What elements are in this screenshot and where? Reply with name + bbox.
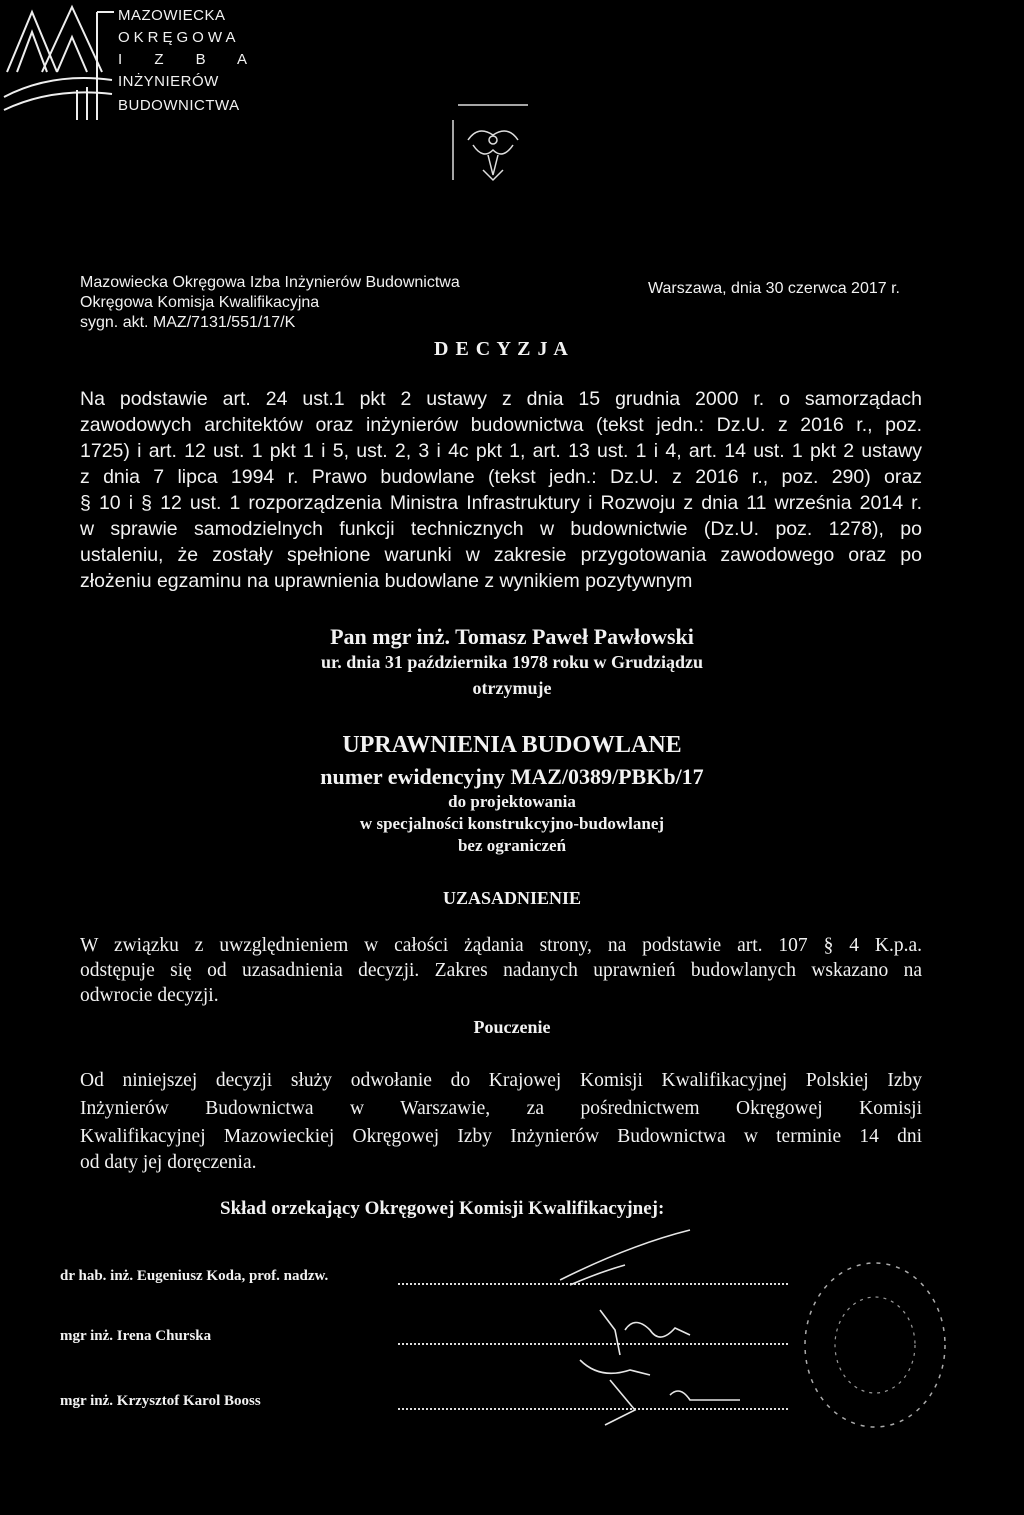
panel-heading: Skład orzekający Okręgowej Komisji Kwalifikacyjnej:: [220, 1198, 665, 1219]
logo-line-4: INŻYNIERÓW: [118, 73, 219, 90]
grant-title: UPRAWNIENIA BUDOWLANE: [342, 732, 682, 758]
grant-number: numer ewidencyjny MAZ/0389/PBKb/17: [320, 764, 704, 789]
recipient-receives: otrzymuje: [472, 678, 552, 698]
chamber-logo-icon: [2, 2, 114, 120]
eagle-emblem-icon: [448, 100, 538, 200]
handwritten-signatures-icon: [540, 1210, 800, 1440]
instruction-line: od daty jej doręczenia.: [80, 1152, 257, 1173]
decision-title: D E C Y Z J A: [434, 338, 569, 360]
commission-name: Okręgowa Komisja Kwalifikacyjna: [80, 294, 320, 311]
logo-line-5: BUDOWNICTWA: [118, 97, 240, 114]
recipient-name: Pan mgr inż. Tomasz Paweł Pawłowski: [330, 624, 694, 649]
legal-basis-line: § 10 i § 12 ust. 1 rozporządzenia Ministra Infrastruktury i Rozwoju z dnia 11 września 2014 r.: [80, 492, 922, 514]
instruction-heading: Pouczenie: [473, 1017, 551, 1037]
legal-basis-line: z dnia 7 lipca 1994 r. Prawo budowlane (tekst jedn.: Dz.U. z 2016 r., poz. 290) oraz: [80, 466, 922, 488]
justification-heading: UZASADNIENIE: [442, 888, 582, 908]
legal-basis-line: zawodowych architektów oraz inżynierów budownictwa (tekst jedn.: Dz.U. z 2016 r., poz.: [80, 414, 922, 436]
panel-member-1: dr hab. inż. Eugeniusz Koda, prof. nadzw.: [60, 1268, 329, 1284]
panel-member-3: mgr inż. Krzysztof Karol Booss: [60, 1393, 261, 1409]
grant-limits: bez ograniczeń: [457, 836, 567, 855]
justification-line: odstępuje się od uzasadnienia decyzji. Zakres nadanych uprawnień budowlanych wskazano na: [80, 960, 922, 981]
legal-basis-line: ustaleniu, że zostały spełnione warunki w zakresie przygotowania zawodowego oraz po: [80, 544, 922, 566]
recipient-birth: ur. dnia 31 października 1978 roku w Grudziądzu: [320, 652, 704, 672]
instruction-line: Od niniejszej decyzji służy odwołanie do Krajowej Komisji Kwalifikacyjnej Polskiej Izby: [80, 1070, 922, 1091]
legal-basis-line: Na podstawie art. 24 ust.1 pkt 2 ustawy z dnia 15 grudnia 2000 r. o samorządach: [80, 388, 922, 410]
logo-line-1: MAZOWIECKA: [118, 7, 226, 24]
justification-line: odwrocie decyzji.: [80, 985, 219, 1006]
case-reference: sygn. akt. MAZ/7131/551/17/K: [80, 314, 296, 331]
legal-basis-line: w sprawie samodzielnych funkcji technicznych w budownictwie (Dz.U. poz. 1278), po: [80, 518, 922, 540]
legal-basis-line: złożeniu egzaminu na uprawnienia budowlane z wynikiem pozytywnym: [80, 570, 693, 592]
instruction-line: Inżynierów Budownictwa w Warszawie, za pośrednictwem Okręgowej Komisji: [80, 1098, 922, 1119]
place-date: Warszawa, dnia 30 czerwca 2017 r.: [648, 280, 900, 297]
grant-scope: do projektowania: [448, 792, 576, 811]
justification-line: W związku z uwzględnieniem w całości żądania strony, na podstawie art. 107 § 4 K.p.a.: [80, 935, 922, 956]
grant-specialty: w specjalności konstrukcyjno-budowlanej: [359, 814, 665, 833]
logo-line-2: OKRĘGOWA: [118, 29, 240, 46]
logo-line-3: I Z B A: [118, 51, 262, 68]
official-seal-icon: [790, 1250, 960, 1440]
legal-basis-line: 1725) i art. 12 ust. 1 pkt 1 i 5, ust. 2, 3 i 4c pkt 1, art. 13 ust. 1 i 4, art. 14 ust. 1 pkt 2 ustawy: [80, 440, 922, 462]
institution-name: Mazowiecka Okręgowa Izba Inżynierów Budownictwa: [80, 274, 460, 291]
panel-member-2: mgr inż. Irena Churska: [60, 1328, 212, 1344]
instruction-line: Kwalifikacyjnej Mazowieckiej Okręgowej Izby Inżynierów Budownictwa w terminie 14 dni: [80, 1126, 922, 1147]
